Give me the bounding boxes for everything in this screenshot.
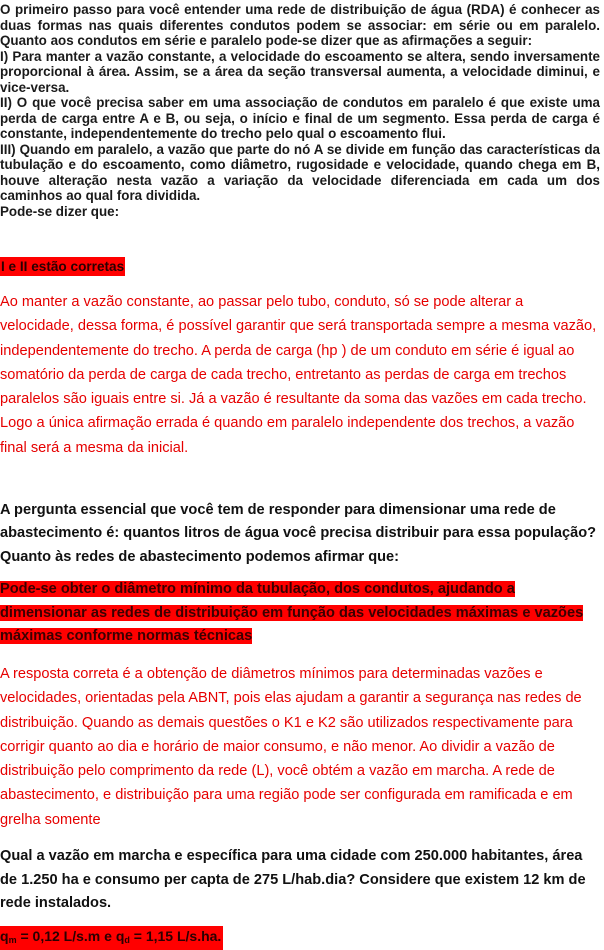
- question-1-explanation-text: Ao manter a vazão constante, ao passar pelo tubo, conduto, só se pode alterar a velocidade, dessa forma, é possível garantir que será transportada sempre a mesma vazão, independentemente do trecho. A perda de carga (hp ) de um conduto em série é igual ao somatório da perda de carga de cada trecho, entretanto as perdas de carga em trechos paralelos são iguais entre si. Já a vazão é resultante da soma das vazões em cada trecho. Logo a única afirmação errada é quando em paralelo independente dos trechos, a vazão final será a mesma da inicial.: [0, 294, 597, 456]
- question-1-answer: I e II estão corretas: [1, 259, 125, 274]
- question-2-explanation-text: A resposta correta é a obtenção de diâmetros mínimos para determinadas vazões e velocidades, orientadas pela ABNT, pois elas ajudam a garantir a segurança nas redes de distribuição. Quando as demais questões o K1 e K2 são utilizados respectivamente para corrigir quanto ao dia e horário de maior consumo, e não menor. Ao dividir a vazão de distribuição pelo comprimento da rede (L), você obtém a vazão em marcha. A rede de abastecimento, e distribuição para uma região pode ser configurada em ramificada e em grelha somente: [0, 666, 582, 828]
- question-1-explanation: [0, 290, 600, 460]
- answer-qd-sub: d: [124, 935, 130, 945]
- question-2: [0, 499, 600, 569]
- question-2-answer-text: Pode-se obter o diâmetro mínimo da tubulação, dos condutos, ajudando a dimensionar as redes de distribuição em função das velocidades máximas e vazões máximas conforme normas técnicas: [0, 581, 584, 644]
- question-3-text: Qual a vazão em marcha e específica para uma cidade com 250.000 habitantes, área de 1.250 ha e consumo per capta de 275 L/hab.dia? Considere que existem 12 km de rede instalados.: [0, 848, 586, 912]
- answer-qd-value: = 1,15 L/s.ha.: [129, 928, 222, 944]
- question-1-item-2: II) O que você precisa saber em uma associação de condutos em paralelo é que existe uma perda de carga entre A e B, ou seja, o início e final de um segmento. Essa perda de carga é constante, independentemente do trecho pelo qual o escoamento flui.: [0, 95, 600, 141]
- question-3: [0, 845, 600, 916]
- answer-qm-value: = 0,12 L/s.m e: [16, 928, 116, 944]
- question-1-intro: O primeiro passo para você entender uma rede de distribuição de água (RDA) é conhecer as duas formas nas quais diferentes condutos podem se associar: em série ou em paralelo. Quanto aos condutos em série e paralelo pode-se dizer que as afirmações a seguir:: [0, 2, 600, 48]
- question-2-explanation: [0, 662, 600, 832]
- answer-qm-sub: m: [8, 935, 17, 945]
- answer-qm-symbol: q: [0, 928, 9, 944]
- question-1: [0, 2, 600, 219]
- question-2-text: A pergunta essencial que você tem de responder para dimensionar uma rede de abastecimento é: quantos litros de água você precisa distribuir para essa população? Quanto às redes de abastecimento podemos afirmar que:: [0, 502, 597, 565]
- question-1-item-1: I) Para manter a vazão constante, a velocidade do escoamento se altera, sendo inversamente proporcional à área. Assim, se a área da seção transversal aumenta, a velocidade diminui, e vice-versa.: [0, 48, 600, 95]
- question-1-prompt: Pode-se dizer que:: [0, 203, 120, 219]
- question-1-item-3: III) Quando em paralelo, a vazão que parte do nó A se divide em função das características da tubulação e do escoamento, como diâmetro, rugosidade e velocidade, quando chega em B, houve alteração nesta vazão a variação da velocidade diferenciada em cada um dos caminhos ao qual fora dividida.: [0, 141, 600, 203]
- question-3-answer: [0, 926, 223, 950]
- question-2-answer: [0, 578, 596, 649]
- answer-qd-symbol: q: [115, 928, 125, 944]
